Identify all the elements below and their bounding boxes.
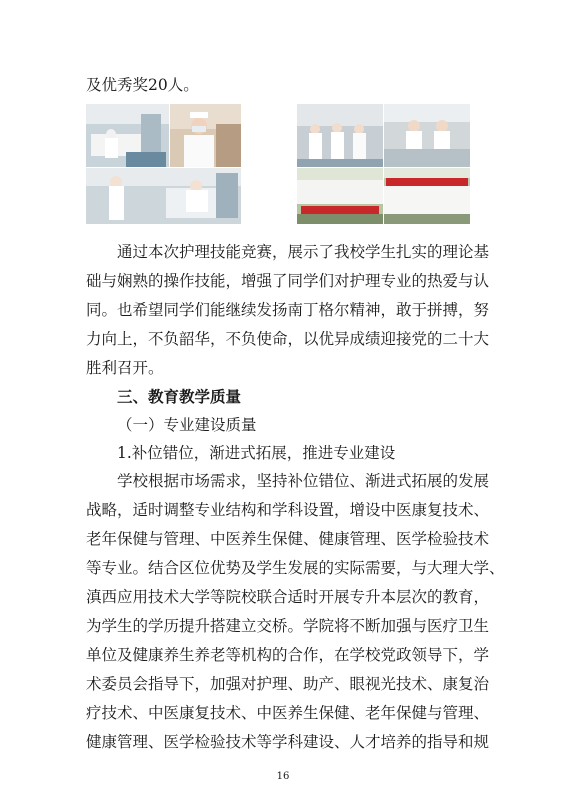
para1-line-2: 础与娴熟的操作技能，增强了同学们对护理专业的热爱与认 bbox=[86, 272, 490, 290]
para2-line-10: 健康管理、医学检验技术等学科建设、人才培养的指导和规 bbox=[86, 733, 490, 751]
para2-line-3: 老年保健与管理、中医养生保健、健康管理、医学检验技术 bbox=[86, 530, 490, 548]
heading-sub: （一）专业建设质量 bbox=[117, 416, 257, 434]
para2-line-7: 单位及健康养生养老等机构的合作，在学校党政领导下，学 bbox=[86, 646, 490, 664]
para2-line-2: 战略，适时调整专业结构和学科设置，增设中医康复技术、 bbox=[86, 501, 490, 519]
photo-nurse-ward bbox=[86, 104, 169, 167]
para1-line-5: 胜利召开。 bbox=[86, 359, 164, 377]
para1-line-3: 同。也希望同学们能继续发扬南丁格尔精神，敢于拼搏，努 bbox=[86, 301, 490, 319]
photo-nurse-bedside bbox=[86, 168, 241, 224]
photo-banner-group-1 bbox=[297, 168, 383, 224]
photo-nurse-group bbox=[297, 104, 383, 167]
para1-line-4: 力向上，不负韶华，不负使命，以优异成绩迎接党的二十大 bbox=[86, 330, 490, 348]
para2-line-1: 学校根据市场需求，坚持补位错位、渐进式拓展的发展 bbox=[117, 472, 490, 490]
para2-line-5: 滇西应用技术大学等院校联合适时开展专升本层次的教育， bbox=[86, 588, 490, 606]
para2-line-9: 疗技术、中医康复技术、中医养生保健、老年保健与管理、 bbox=[86, 704, 490, 722]
heading-point: 1.补位错位，渐进式拓展，推进专业建设 bbox=[117, 444, 396, 462]
lead-line: 及优秀奖20人。 bbox=[86, 76, 199, 94]
photo-banner-group-2 bbox=[384, 168, 470, 224]
para1-line-1: 通过本次护理技能竞赛，展示了我校学生扎实的理论基 bbox=[117, 243, 490, 261]
photo-nurse-exam bbox=[384, 104, 470, 167]
heading-section: 三、教育教学质量 bbox=[117, 387, 242, 406]
para2-line-8: 术委员会指导下，加强对护理、助产、眼视光技术、康复治 bbox=[86, 675, 490, 693]
photo-nurse-mask bbox=[170, 104, 241, 167]
page-number: 16 bbox=[276, 771, 290, 782]
para2-line-6: 为学生的学历提升搭建立交桥。学院将不断加强与医疗卫生 bbox=[86, 617, 490, 635]
para2-line-4: 等专业。结合区位优势及学生发展的实际需要，与大理大学、 bbox=[86, 559, 505, 577]
